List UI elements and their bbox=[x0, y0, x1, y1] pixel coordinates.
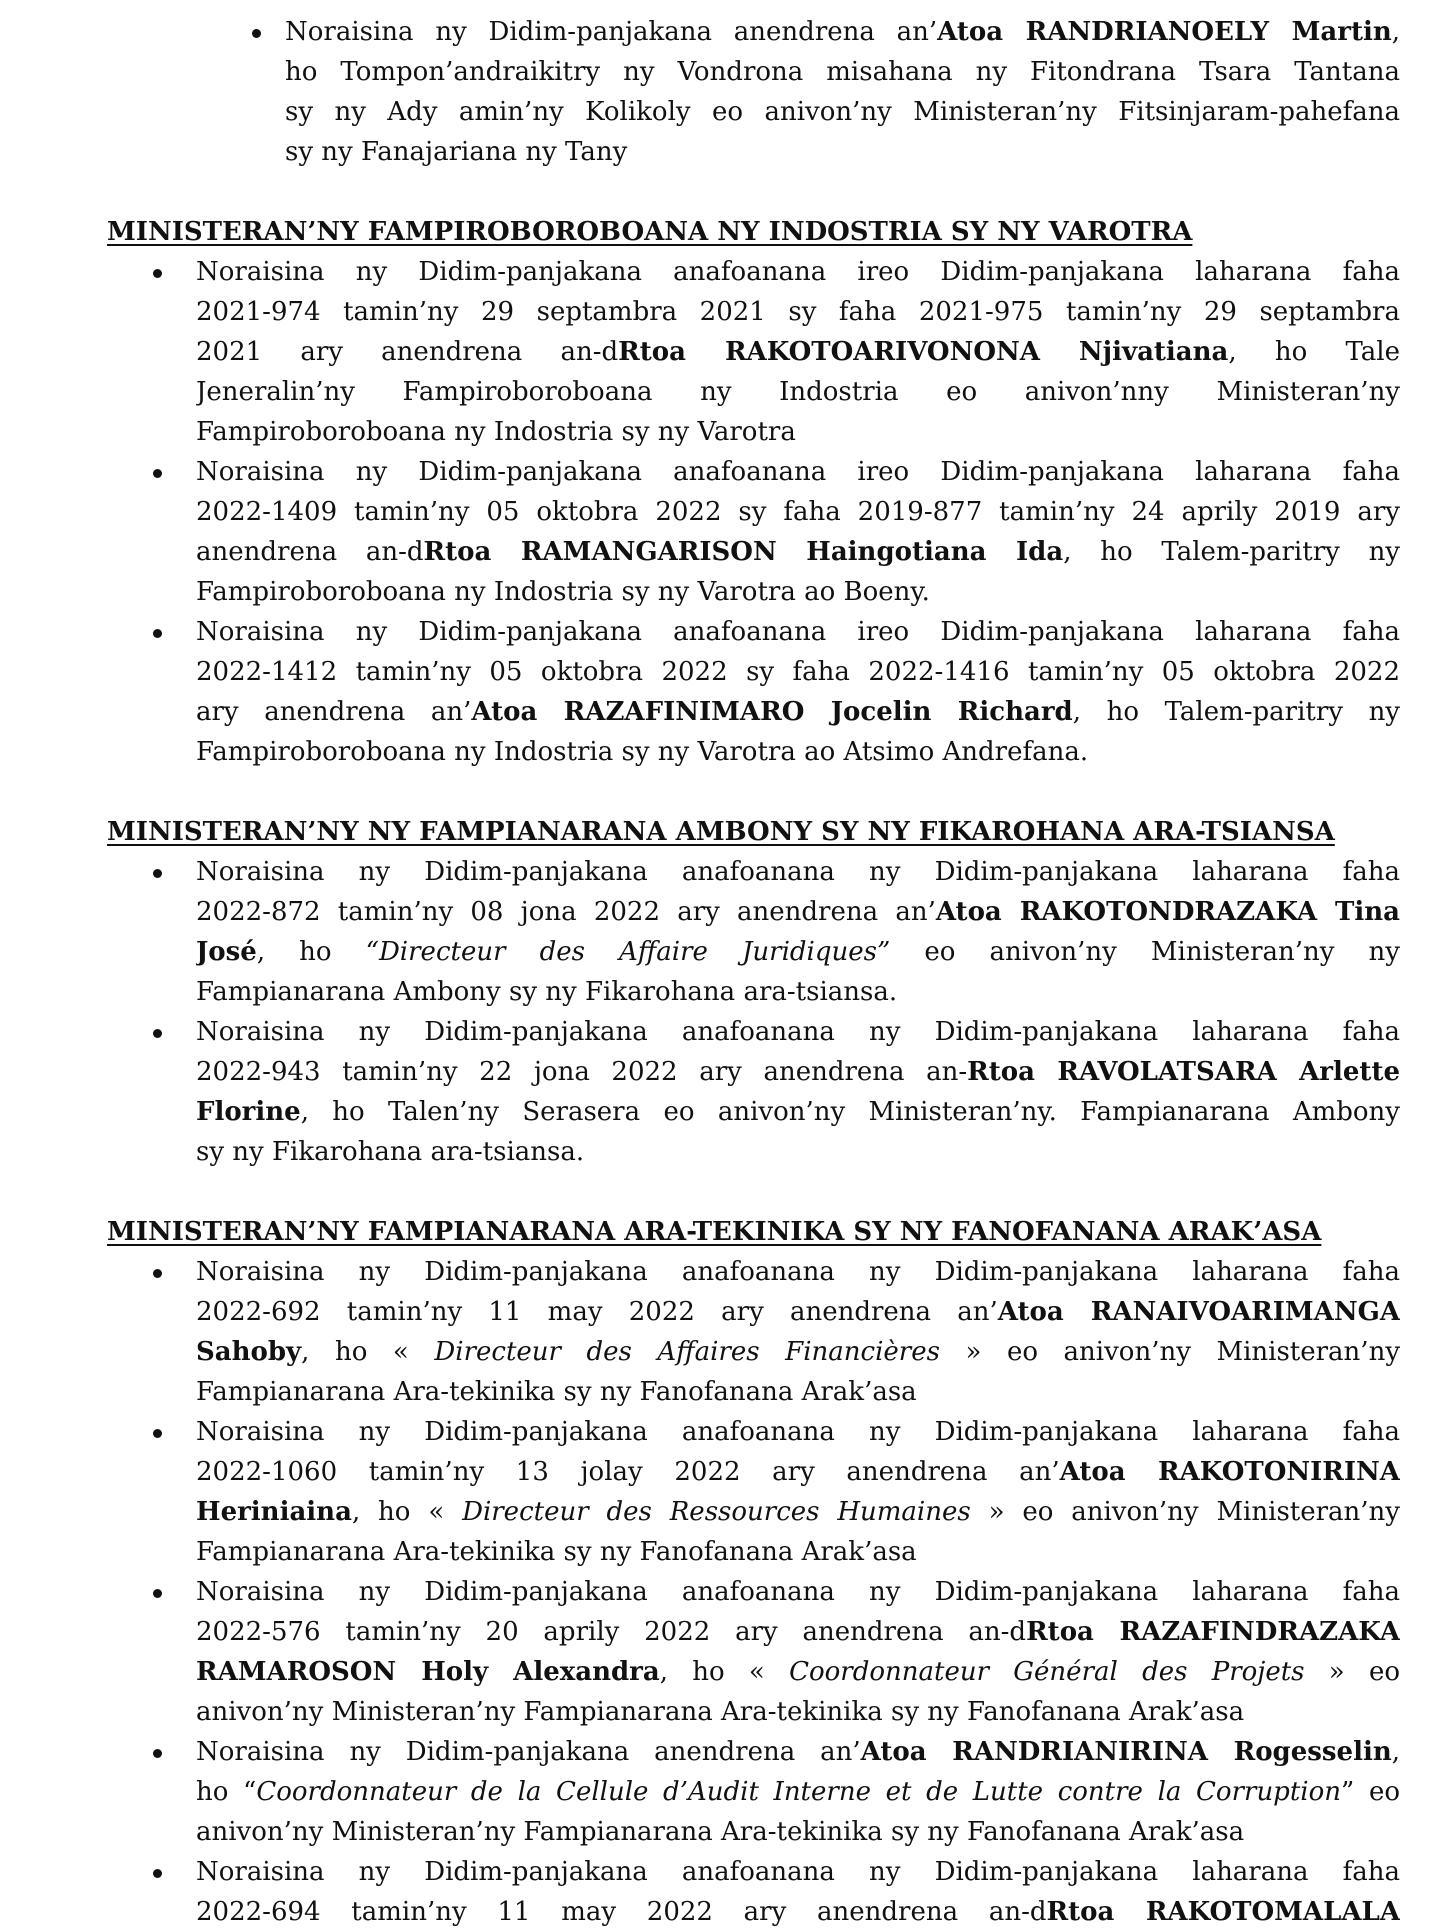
text-run: 2022-872 tamin’ny 08 jona 2022 ary anendrena an’ bbox=[196, 897, 936, 927]
text-run: , ho Talem-paritry ny bbox=[1072, 697, 1400, 727]
text-run: » eo bbox=[1304, 1657, 1400, 1687]
text-line bbox=[196, 1812, 1400, 1852]
text-line bbox=[196, 1012, 1400, 1052]
text-run: , bbox=[1391, 17, 1400, 47]
text-run: Fampiroboroboana ny Indostria sy ny Varotra ao Atsimo Andrefana. bbox=[196, 737, 1089, 767]
text-line bbox=[196, 892, 1400, 932]
bullet-item bbox=[196, 1012, 1400, 1172]
italic-title-text: Coordonnateur Général des Projets bbox=[789, 1657, 1305, 1687]
text-run: , ho bbox=[256, 937, 366, 967]
text-run: , ho « bbox=[659, 1657, 790, 1687]
bold-name-text: Rtoa RAKOTOARIVONONA Njivatiana bbox=[618, 337, 1229, 367]
bullet-icon bbox=[153, 869, 162, 878]
text-run: » eo anivon’ny Ministeran’ny bbox=[970, 1497, 1400, 1527]
bold-name-text: Heriniaina bbox=[196, 1497, 352, 1527]
bold-name-text: Atoa RAKOTONDRAZAKA Tina bbox=[935, 897, 1400, 927]
bold-name-text: José bbox=[196, 937, 257, 967]
text-line bbox=[285, 132, 1400, 172]
italic-title-text: “Directeur des Affaire Juridiques” bbox=[365, 937, 891, 967]
bullet-icon bbox=[153, 1429, 162, 1438]
text-line bbox=[196, 292, 1400, 332]
bold-name-text: RAMAROSON Holy Alexandra bbox=[196, 1657, 660, 1687]
bullet-item bbox=[196, 612, 1400, 772]
text-run: Fampianarana Ara-tekinika sy ny Fanofanana Arak’asa bbox=[196, 1537, 917, 1567]
text-line bbox=[196, 1692, 1400, 1732]
text-line bbox=[196, 612, 1400, 652]
text-line bbox=[196, 492, 1400, 532]
text-line bbox=[196, 692, 1400, 732]
text-run: 2021 ary anendrena an-d bbox=[196, 337, 619, 367]
bullet-icon bbox=[153, 1589, 162, 1598]
text-run: Fampianarana Ambony sy ny Fikarohana ara-tsiansa. bbox=[196, 977, 898, 1007]
text-run: 2022-1060 tamin’ny 13 jolay 2022 ary anendrena an’ bbox=[196, 1457, 1060, 1487]
text-line bbox=[196, 1892, 1400, 1932]
text-line bbox=[196, 1332, 1400, 1372]
text-run: Noraisina ny Didim-panjakana anafoanana ireo Didim-panjakana laharana faha bbox=[196, 617, 1400, 647]
bullet-item bbox=[196, 252, 1400, 452]
text-run: Noraisina ny Didim-panjakana anendrena an’ bbox=[196, 1737, 861, 1767]
bold-name-text: Atoa RAZAFINIMARO Jocelin Richard bbox=[471, 697, 1073, 727]
text-run: ho “ bbox=[196, 1777, 257, 1807]
text-line bbox=[196, 1612, 1400, 1652]
bullet-item bbox=[196, 452, 1400, 612]
bullet-icon bbox=[153, 469, 162, 478]
bold-name-text: Rtoa RAVOLATSARA Arlette bbox=[967, 1057, 1400, 1087]
text-run: Noraisina ny Didim-panjakana anafoanana ireo Didim-panjakana laharana faha bbox=[196, 457, 1400, 487]
text-run: 2022-576 tamin’ny 20 aprily 2022 ary anendrena an-d bbox=[196, 1617, 1027, 1647]
bold-name-text: Sahoby bbox=[196, 1337, 302, 1367]
text-line bbox=[196, 1652, 1400, 1692]
text-line bbox=[196, 932, 1400, 972]
text-run: , ho « bbox=[301, 1337, 435, 1367]
ministry-section bbox=[0, 812, 1448, 1172]
section-heading: MINISTERAN’NY FAMPIROBOROBOANA NY INDOSTRIA SY NY VAROTRA bbox=[107, 217, 1193, 247]
section-heading: MINISTERAN’NY NY FAMPIANARANA AMBONY SY NY FIKAROHANA ARA-TSIANSA bbox=[107, 817, 1335, 847]
section-heading: MINISTERAN’NY FAMPIANARANA ARA-TEKINIKA SY NY FANOFANANA ARAK’ASA bbox=[107, 1217, 1322, 1247]
text-run: sy ny Fanajariana ny Tany bbox=[285, 137, 628, 167]
text-run: , bbox=[1391, 1737, 1400, 1767]
bullet-item bbox=[285, 12, 1400, 172]
text-run: Noraisina ny Didim-panjakana anendrena an’ bbox=[285, 17, 938, 47]
text-run: ” eo bbox=[1341, 1777, 1400, 1807]
text-line bbox=[196, 1092, 1400, 1132]
text-run: sy ny Fikarohana ara-tsiansa. bbox=[196, 1137, 585, 1167]
text-line bbox=[196, 1772, 1400, 1812]
italic-title-text: Directeur des Affaires Financières bbox=[434, 1337, 940, 1367]
text-run: eo anivon’ny Ministeran’ny ny bbox=[890, 937, 1400, 967]
text-run: Fampianarana Ara-tekinika sy ny Fanofanana Arak’asa bbox=[196, 1377, 917, 1407]
text-run: , ho « bbox=[351, 1497, 463, 1527]
text-run: Noraisina ny Didim-panjakana anafoanana ny Didim-panjakana laharana faha bbox=[196, 1857, 1400, 1887]
bullet-item bbox=[196, 1252, 1400, 1412]
text-run: » eo anivon’ny Ministeran’ny bbox=[939, 1337, 1400, 1367]
text-run: 2022-943 tamin’ny 22 jona 2022 ary anendrena an- bbox=[196, 1057, 968, 1087]
bullet-item bbox=[196, 1852, 1400, 1932]
bold-name-text: Atoa RANAIVOARIMANGA bbox=[997, 1297, 1400, 1327]
text-line bbox=[196, 532, 1400, 572]
bold-name-text: Atoa RANDRIANIRINA Rogesselin bbox=[860, 1737, 1392, 1767]
text-run: , ho Talen’ny Serasera eo anivon’ny Ministeran’ny. Fampianarana Ambony bbox=[300, 1097, 1400, 1127]
text-line bbox=[196, 852, 1400, 892]
text-line bbox=[196, 1252, 1400, 1292]
bullet-item bbox=[196, 1412, 1400, 1572]
text-line bbox=[196, 332, 1400, 372]
text-line bbox=[285, 92, 1400, 132]
text-run: Noraisina ny Didim-panjakana anafoanana ny Didim-panjakana laharana faha bbox=[196, 1017, 1400, 1047]
italic-title-text: Directeur des Ressources Humaines bbox=[462, 1497, 971, 1527]
text-run: 2022-692 tamin’ny 11 may 2022 ary anendrena an’ bbox=[196, 1297, 998, 1327]
text-run: Fampiroboroboana ny Indostria sy ny Varotra ao Boeny. bbox=[196, 577, 930, 607]
text-run: , ho Tale bbox=[1228, 337, 1400, 367]
text-run: , ho Talem-paritry ny bbox=[1063, 537, 1400, 567]
text-line bbox=[196, 252, 1400, 292]
text-line bbox=[196, 1132, 1400, 1172]
text-line bbox=[196, 412, 1400, 452]
bullet-icon bbox=[153, 629, 162, 638]
bold-name-text: Rtoa RAZAFINDRAZAKA bbox=[1026, 1617, 1400, 1647]
text-run: anendrena an-d bbox=[196, 537, 424, 567]
text-run: 2022-694 tamin’ny 11 may 2022 ary anendrena an-d bbox=[196, 1897, 1047, 1927]
bullet-item bbox=[196, 852, 1400, 1012]
text-run: anivon’ny Ministeran’ny Fampianarana Ara-tekinika sy ny Fanofanana Arak’asa bbox=[196, 1697, 1245, 1727]
text-run: 2021-974 tamin’ny 29 septambra 2021 sy faha 2021-975 tamin’ny 29 septambra bbox=[196, 297, 1400, 327]
bullet-item bbox=[196, 1732, 1400, 1852]
text-line bbox=[196, 1452, 1400, 1492]
text-run: ho Tompon’andraikitry ny Vondrona misahana ny Fitondrana Tsara Tantana bbox=[285, 57, 1400, 87]
bullet-icon bbox=[153, 269, 162, 278]
text-run: Noraisina ny Didim-panjakana anafoanana ny Didim-panjakana laharana faha bbox=[196, 1577, 1400, 1607]
text-run: Jeneralin’ny Fampiroboroboana ny Indostria eo anivon’nny Ministeran’ny bbox=[196, 377, 1400, 407]
text-line bbox=[196, 732, 1400, 772]
text-run: 2022-1412 tamin’ny 05 oktobra 2022 sy faha 2022-1416 tamin’ny 05 oktobra 2022 bbox=[196, 657, 1400, 687]
text-run: 2022-1409 tamin’ny 05 oktobra 2022 sy faha 2019-877 tamin’ny 24 aprily 2019 ary bbox=[196, 497, 1400, 527]
text-line bbox=[196, 1412, 1400, 1452]
text-line bbox=[196, 1732, 1400, 1772]
ministry-section bbox=[0, 1212, 1448, 1932]
bold-name-text: Rtoa RAMANGARISON Haingotiana Ida bbox=[423, 537, 1064, 567]
text-line bbox=[196, 652, 1400, 692]
bold-name-text: Rtoa RAKOTOMALALA bbox=[1046, 1897, 1400, 1927]
bold-name-text: Atoa RANDRIANOELY Martin bbox=[937, 17, 1392, 47]
text-line bbox=[196, 972, 1400, 1012]
bullet-item bbox=[196, 1572, 1400, 1732]
text-line bbox=[285, 12, 1400, 52]
italic-title-text: Coordonnateur de la Cellule d’Audit Interne et de Lutte contre la Corruption bbox=[256, 1777, 1341, 1807]
bold-name-text: Atoa RAKOTONIRINA bbox=[1059, 1457, 1400, 1487]
text-line bbox=[196, 1052, 1400, 1092]
text-run: anivon’ny Ministeran’ny Fampianarana Ara-tekinika sy ny Fanofanana Arak’asa bbox=[196, 1817, 1245, 1847]
text-run: Noraisina ny Didim-panjakana anafoanana ny Didim-panjakana laharana faha bbox=[196, 1257, 1400, 1287]
bullet-icon bbox=[153, 1029, 162, 1038]
text-run: sy ny Ady amin’ny Kolikoly eo anivon’ny Ministeran’ny Fitsinjaram-pahefana bbox=[285, 97, 1400, 127]
text-line bbox=[196, 1572, 1400, 1612]
text-run: Noraisina ny Didim-panjakana anafoanana ny Didim-panjakana laharana faha bbox=[196, 857, 1400, 887]
text-line bbox=[196, 572, 1400, 612]
text-line bbox=[196, 452, 1400, 492]
text-run: Noraisina ny Didim-panjakana anafoanana ireo Didim-panjakana laharana faha bbox=[196, 257, 1400, 287]
bullet-icon bbox=[153, 1749, 162, 1758]
ministry-section bbox=[0, 212, 1448, 772]
text-line bbox=[196, 1292, 1400, 1332]
text-line bbox=[196, 372, 1400, 412]
bold-name-text: Florine bbox=[196, 1097, 301, 1127]
bullet-icon bbox=[252, 29, 261, 38]
text-line bbox=[196, 1372, 1400, 1412]
text-run: ary anendrena an’ bbox=[196, 697, 472, 727]
bullet-icon bbox=[153, 1269, 162, 1278]
text-run: Fampiroboroboana ny Indostria sy ny Varotra bbox=[196, 417, 796, 447]
text-line bbox=[196, 1852, 1400, 1892]
bullet-icon bbox=[153, 1869, 162, 1878]
text-line bbox=[196, 1492, 1400, 1532]
text-run: Noraisina ny Didim-panjakana anafoanana ny Didim-panjakana laharana faha bbox=[196, 1417, 1400, 1447]
text-line bbox=[196, 1532, 1400, 1572]
text-line bbox=[285, 52, 1400, 92]
